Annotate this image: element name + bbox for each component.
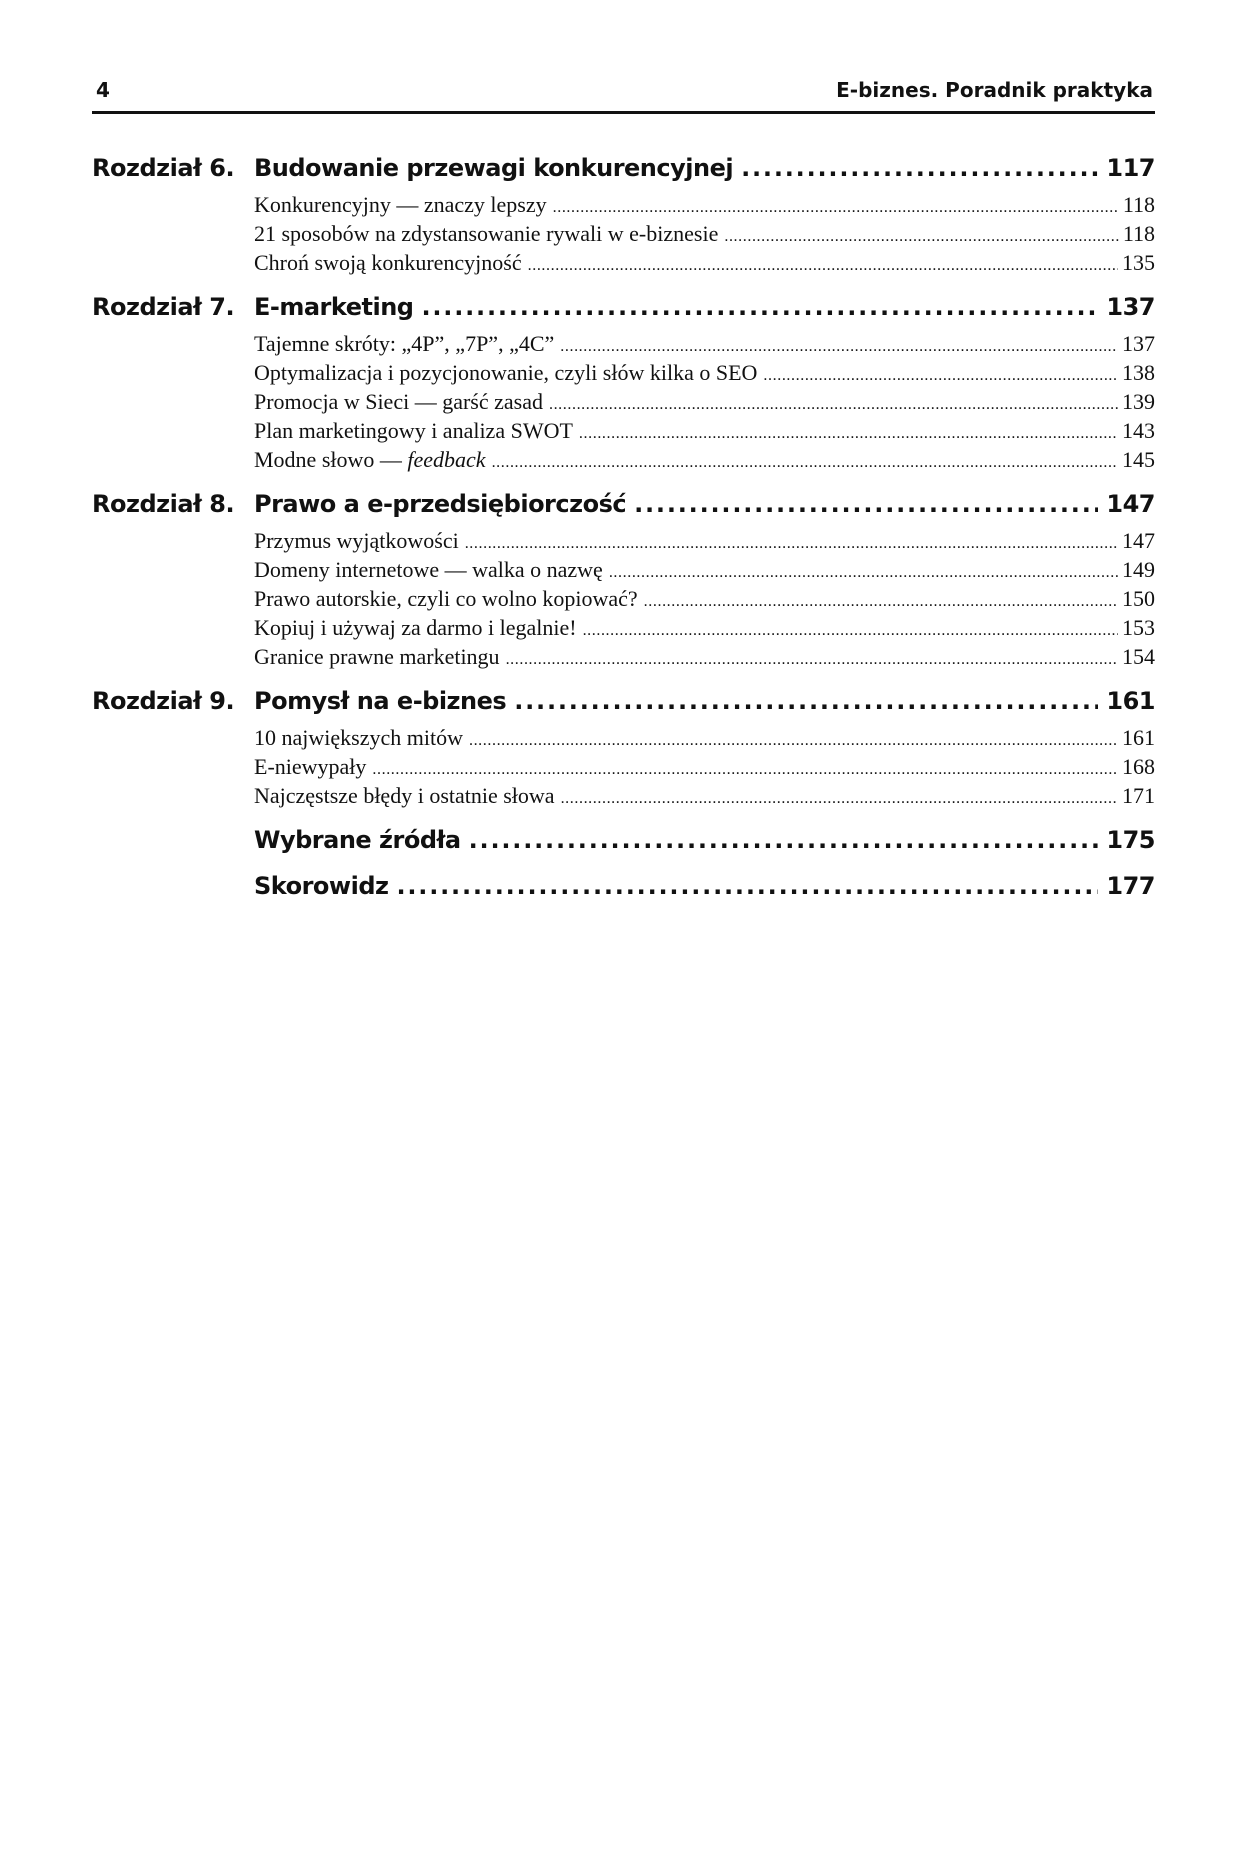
dot-leader bbox=[609, 557, 1118, 583]
section-entry bbox=[254, 360, 1155, 389]
back-matter-title: Skorowidz bbox=[254, 872, 389, 900]
section-entry bbox=[254, 783, 1155, 812]
chapter-heading bbox=[92, 687, 1155, 725]
section-page-number: 143 bbox=[1122, 418, 1155, 443]
section-title: Najczęstsze błędy i ostatnie słowa bbox=[254, 783, 555, 808]
dot-leader bbox=[469, 725, 1118, 751]
chapter-9 bbox=[92, 687, 1155, 812]
section-entry bbox=[254, 331, 1155, 360]
section-entry bbox=[254, 250, 1155, 279]
dot-leader bbox=[528, 250, 1118, 276]
dot-leader bbox=[469, 826, 1099, 854]
chapter-title: Budowanie przewagi konkurencyjnej bbox=[254, 154, 734, 182]
dot-leader bbox=[644, 586, 1118, 612]
section-page-number: 171 bbox=[1122, 783, 1155, 808]
section-page-number: 150 bbox=[1122, 586, 1155, 611]
dot-leader bbox=[421, 293, 1098, 321]
section-title: 10 największych mitów bbox=[254, 725, 463, 750]
dot-leader bbox=[514, 687, 1098, 715]
section-title: Domeny internetowe — walka o nazwę bbox=[254, 557, 603, 582]
chapter-7 bbox=[92, 293, 1155, 476]
chapter-8 bbox=[92, 490, 1155, 673]
section-page-number: 154 bbox=[1122, 644, 1155, 669]
back-matter bbox=[92, 826, 1155, 918]
back-matter-entry bbox=[254, 826, 1155, 872]
dot-leader bbox=[763, 360, 1118, 386]
section-page-number: 149 bbox=[1122, 557, 1155, 582]
section-page-number: 153 bbox=[1122, 615, 1155, 640]
section-title: Promocja w Sieci — garść zasad bbox=[254, 389, 543, 414]
section-title: Modne słowo — feedback bbox=[254, 447, 486, 472]
dot-leader bbox=[724, 221, 1118, 247]
chapter-page-number: 117 bbox=[1106, 154, 1155, 182]
dot-leader bbox=[396, 872, 1098, 900]
dot-leader bbox=[492, 447, 1118, 473]
section-title: 21 sposobów na zdystansowanie rywali w e-biznesie bbox=[254, 221, 719, 246]
chapter-title: Pomysł na e-biznes bbox=[254, 687, 507, 715]
dot-leader bbox=[560, 331, 1118, 357]
chapter-page-number: 137 bbox=[1106, 293, 1155, 321]
dot-leader bbox=[561, 783, 1118, 809]
section-entry bbox=[254, 192, 1155, 221]
chapter-page-number: 161 bbox=[1106, 687, 1155, 715]
chapter-heading bbox=[92, 154, 1155, 192]
chapter-label: Rozdział 9. bbox=[92, 687, 235, 715]
section-page-number: 161 bbox=[1122, 725, 1155, 750]
section-entry bbox=[254, 528, 1155, 557]
section-title: Konkurencyjny — znaczy lepszy bbox=[254, 192, 547, 217]
chapter-page-number: 147 bbox=[1106, 490, 1155, 518]
chapter-label: Rozdział 7. bbox=[92, 293, 235, 321]
section-title: Chroń swoją konkurencyjność bbox=[254, 250, 522, 275]
section-title: Przymus wyjątkowości bbox=[254, 528, 459, 553]
section-entry bbox=[254, 586, 1155, 615]
section-entry bbox=[254, 754, 1155, 783]
chapter-6 bbox=[92, 154, 1155, 279]
back-matter-title: Wybrane źródła bbox=[254, 826, 461, 854]
section-entry bbox=[254, 644, 1155, 673]
page-header bbox=[92, 74, 1155, 114]
section-title: Prawo autorskie, czyli co wolno kopiować? bbox=[254, 586, 638, 611]
running-title: E-biznes. Poradnik praktyka bbox=[836, 78, 1153, 102]
section-page-number: 137 bbox=[1122, 331, 1155, 356]
section-page-number: 118 bbox=[1122, 221, 1155, 246]
back-matter-entry bbox=[254, 872, 1155, 918]
section-entry bbox=[254, 418, 1155, 447]
chapter-label: Rozdział 8. bbox=[92, 490, 235, 518]
section-entry bbox=[254, 615, 1155, 644]
section-entry bbox=[254, 557, 1155, 586]
chapter-title: Prawo a e-przedsiębiorczość bbox=[254, 490, 627, 518]
chapter-heading bbox=[92, 490, 1155, 528]
section-entry bbox=[254, 447, 1155, 476]
chapter-label: Rozdział 6. bbox=[92, 154, 235, 182]
dot-leader bbox=[583, 615, 1118, 641]
table-of-contents bbox=[92, 154, 1155, 918]
section-page-number: 138 bbox=[1122, 360, 1155, 385]
chapter-heading bbox=[92, 293, 1155, 331]
dot-leader bbox=[553, 192, 1119, 218]
section-entry bbox=[254, 389, 1155, 418]
section-entry bbox=[254, 725, 1155, 754]
section-page-number: 145 bbox=[1122, 447, 1155, 472]
section-entry bbox=[254, 221, 1155, 250]
dot-leader bbox=[741, 154, 1098, 182]
section-page-number: 139 bbox=[1122, 389, 1155, 414]
dot-leader bbox=[506, 644, 1118, 670]
section-page-number: 135 bbox=[1122, 250, 1155, 275]
back-matter-page-number: 177 bbox=[1106, 872, 1155, 900]
dot-leader bbox=[465, 528, 1118, 554]
section-title: Optymalizacja i pozycjonowanie, czyli słów kilka o SEO bbox=[254, 360, 758, 385]
section-title: Kopiuj i używaj za darmo i legalnie! bbox=[254, 615, 577, 640]
dot-leader bbox=[579, 418, 1118, 444]
dot-leader bbox=[372, 754, 1118, 780]
back-matter-page-number: 175 bbox=[1106, 826, 1155, 854]
section-title: Tajemne skróty: „4P”, „7P”, „4C” bbox=[254, 331, 555, 356]
dot-leader bbox=[634, 490, 1098, 518]
section-title: Plan marketingowy i analiza SWOT bbox=[254, 418, 573, 443]
section-page-number: 118 bbox=[1122, 192, 1155, 217]
section-title: E-niewypały bbox=[254, 754, 367, 779]
section-page-number: 147 bbox=[1122, 528, 1155, 553]
section-title: Granice prawne marketingu bbox=[254, 644, 500, 669]
chapter-title: E-marketing bbox=[254, 293, 414, 321]
dot-leader bbox=[549, 389, 1118, 415]
page-number: 4 bbox=[96, 78, 110, 102]
section-page-number: 168 bbox=[1122, 754, 1155, 779]
